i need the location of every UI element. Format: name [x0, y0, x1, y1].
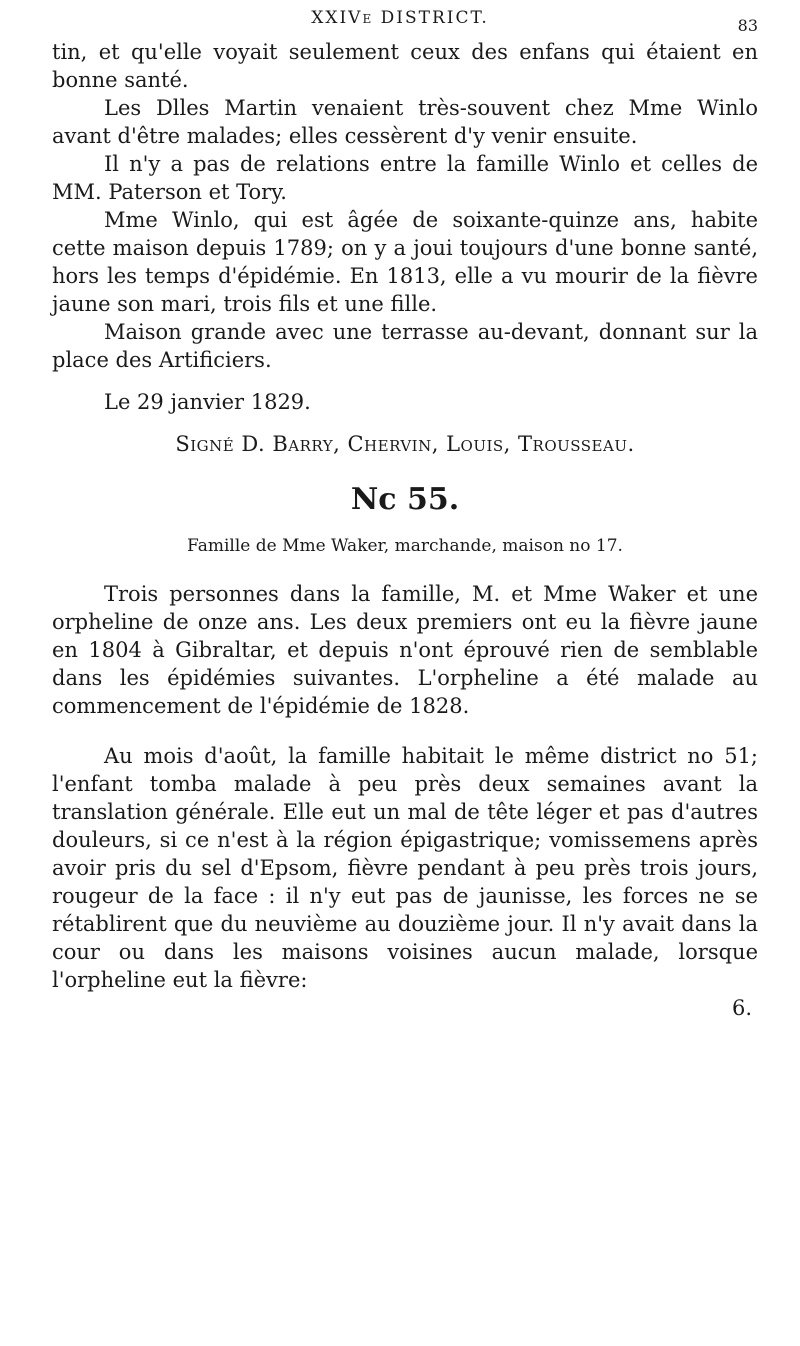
page-number: 83	[737, 16, 758, 35]
paragraph-waker-family: Trois personnes dans la famille, M. et Mme Waker et une orpheline de onze ans. Les deux premiers ont eu la fièvre jaune en 1804 à Gibraltar, et depuis n'ont éprouvé rien de semblable dans les épidémies suivantes. L'orpheline a été malade au commencement de l'épidémie de 1828.	[52, 582, 758, 718]
paragraph-winlo: Mme Winlo, qui est âgée de soixante-quinze ans, habite cette maison depuis 1789; on y a joui toujours d'une bonne santé, hors les temps d'épidémie. En 1813, elle a vu mourir de la fièvre jaune son mari, trois fils et une fille.	[52, 208, 758, 316]
paragraph-martin: Les Dlles Martin venaient très-souvent chez Mme Winlo avant d'être malades; elles cessèrent d'y venir ensuite.	[52, 96, 758, 148]
district-title: XXIVe DISTRICT.	[311, 8, 489, 28]
date-line: Le 29 janvier 1829.	[104, 390, 311, 414]
paragraph-relations: Il n'y a pas de relations entre la famille Winlo et celles de MM. Paterson et Tory.	[52, 152, 758, 204]
family-heading: Famille de Mme Waker, marchande, maison no 17.	[187, 536, 623, 556]
running-header	[0, 6, 800, 36]
page-body	[52, 38, 758, 1022]
signature-mark: 6.	[731, 996, 752, 1020]
paragraph-continuation: tin, et qu'elle voyait seulement ceux des enfans qui étaient en bonne santé.	[52, 40, 758, 92]
paragraph-orphan-illness: Au mois d'août, la famille habitait le même district no 51; l'enfant tomba malade à peu près deux semaines avant la translation générale. Elle eut un mal de tête léger et pas d'autres douleurs, si ce n'est à la région épigastrique; vomissemens après avoir pris du sel d'Epsom, fièvre pendant à peu près trois jours, rougeur de la face : il n'y eut pas de jaunisse, les forces ne se rétablirent que du neuvième au douzième jour. Il n'y avait dans la cour ou dans les maisons voisines aucun malade, lorsque l'orpheline eut la fièvre:	[52, 744, 758, 992]
signatures-line: Signé D. Barry, Chervin, Louis, Trousseau.	[175, 432, 635, 456]
paragraph-house: Maison grande avec une terrasse au-devant, donnant sur la place des Artificiers.	[52, 320, 758, 372]
case-number: Nc 55.	[350, 482, 460, 517]
